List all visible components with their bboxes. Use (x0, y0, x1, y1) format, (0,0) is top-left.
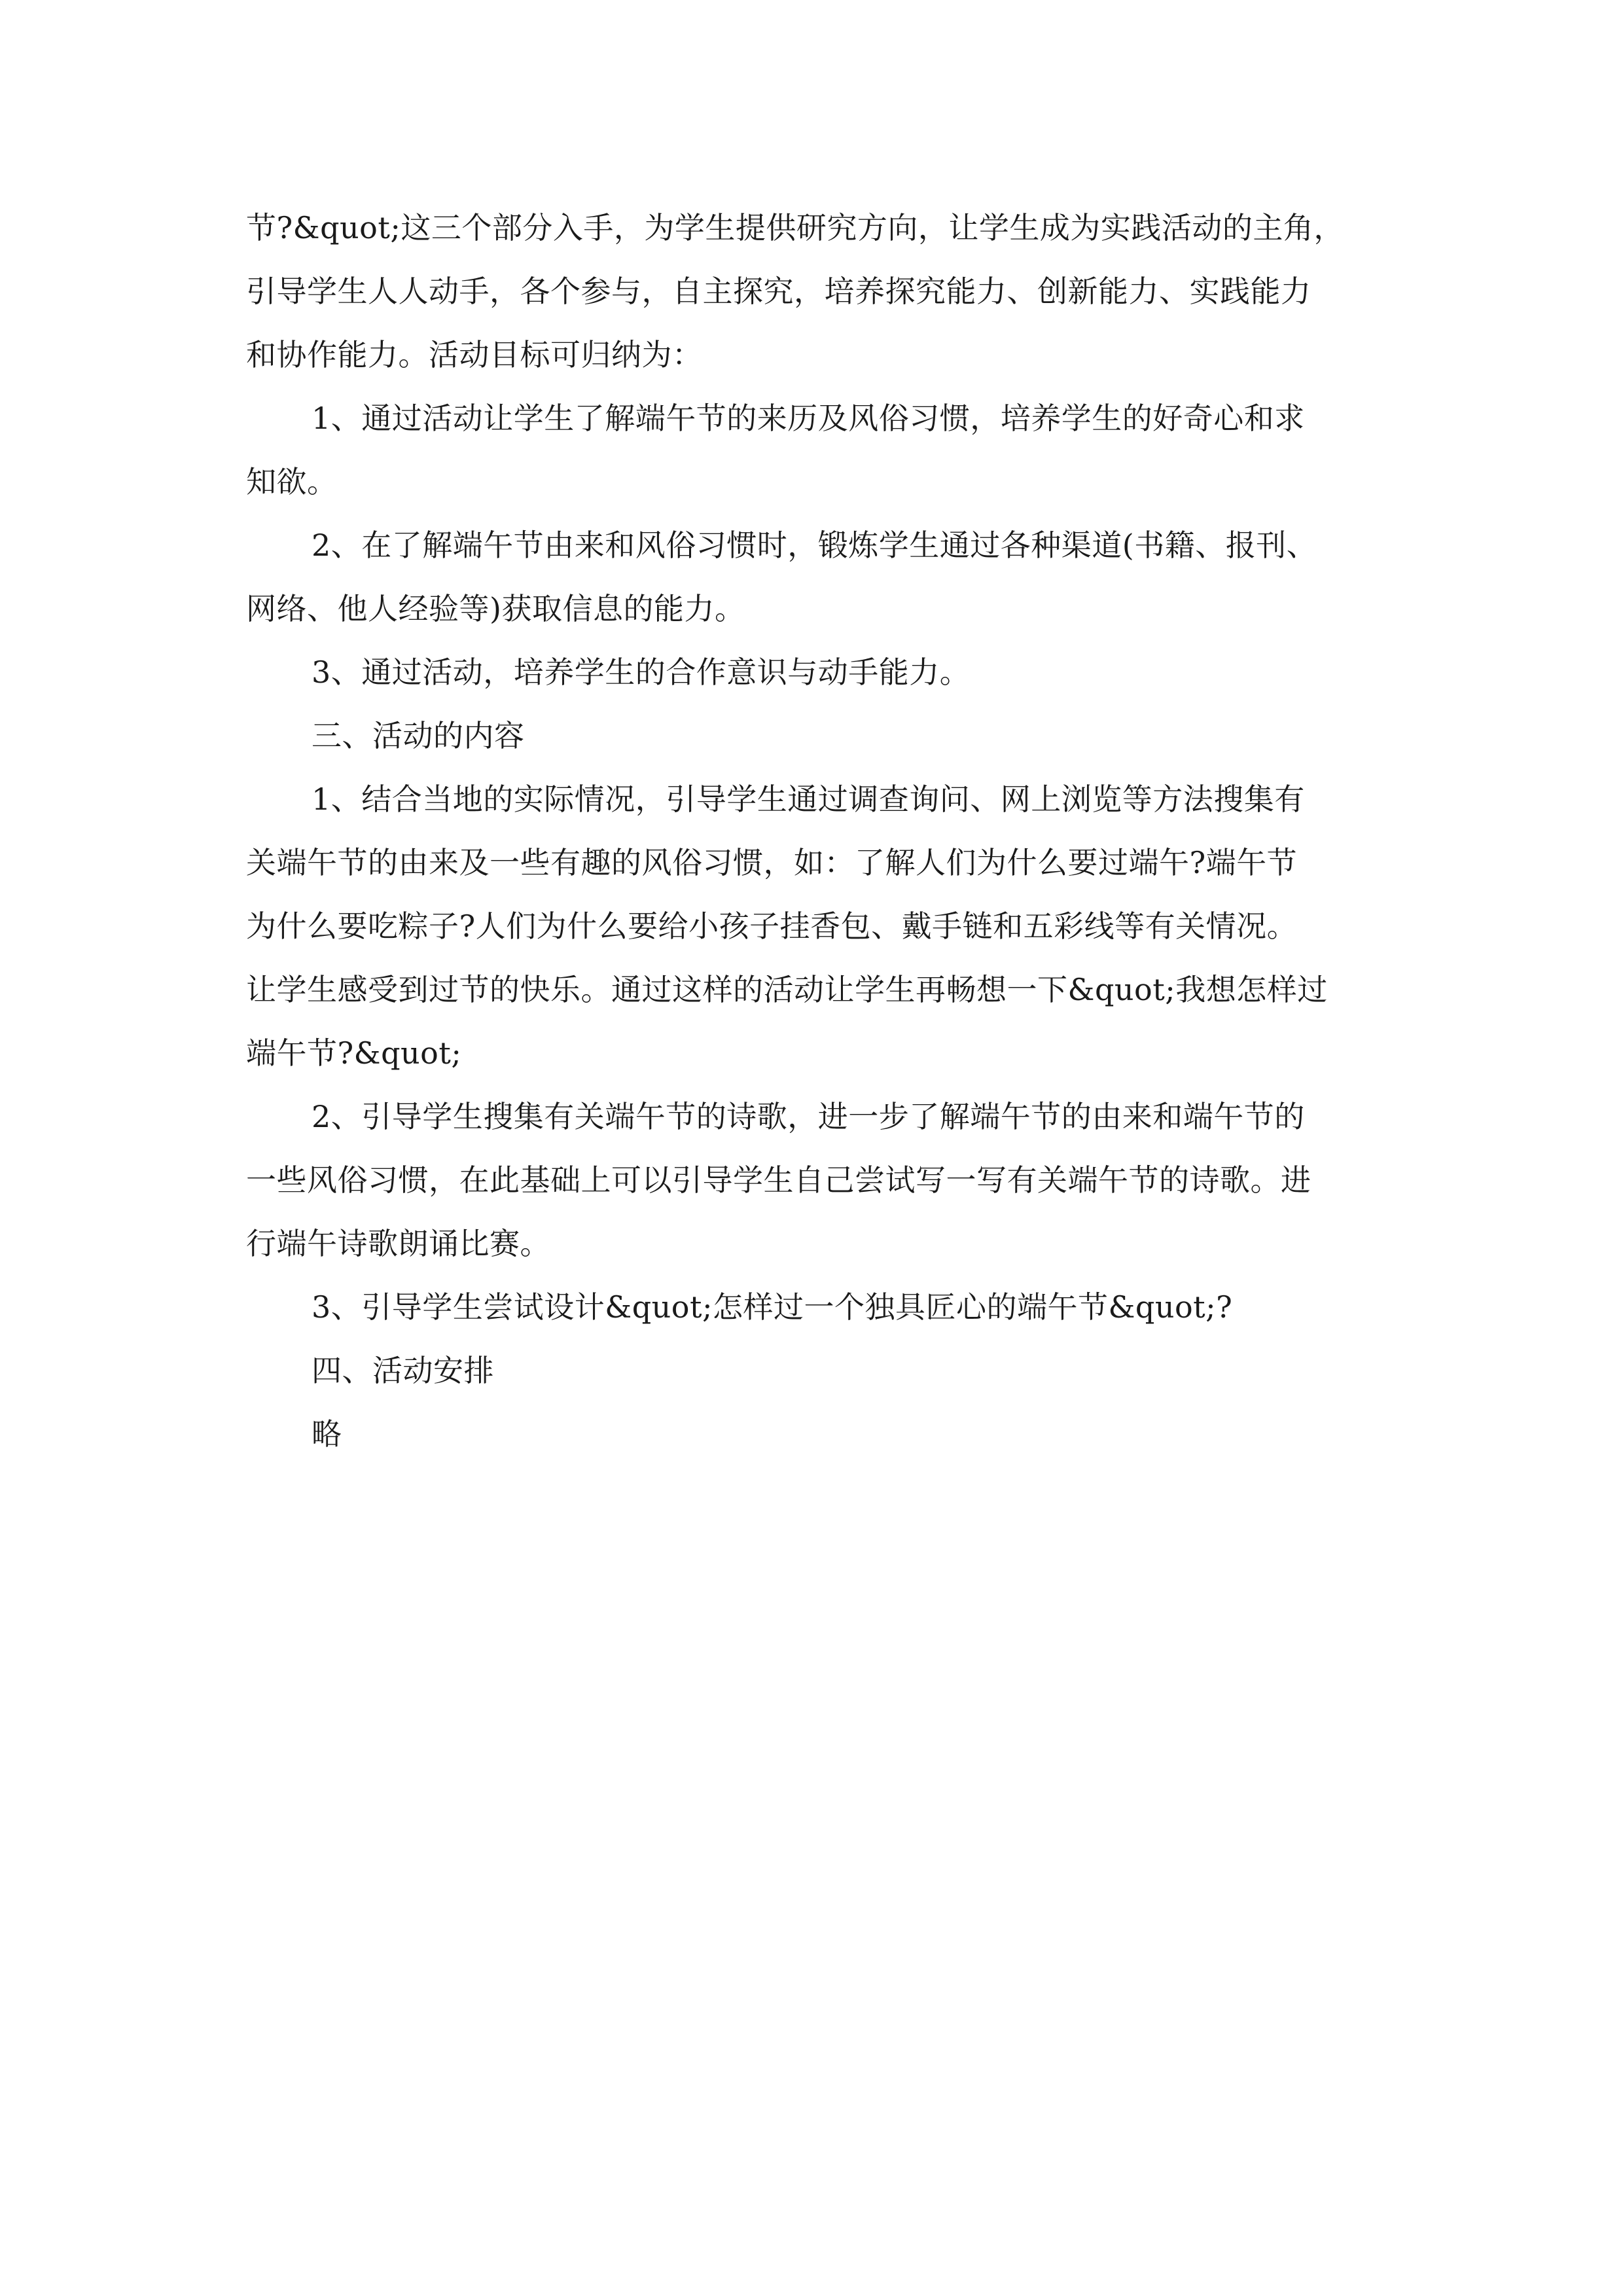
goal-item-3: 3、通过活动，培养学生的合作意识与动手能力。 (312, 655, 971, 690)
paragraph-line: 节?&quot;这三个部分入手，为学生提供研究方向，让学生成为实践活动的主角， (246, 210, 1344, 245)
section-heading-schedule: 四、活动安排 (312, 1353, 494, 1388)
document-body (246, 196, 1385, 1466)
content-item-2: 2、引导学生搜集有关端午节的诗歌，进一步了解端午节的由来和端午节的 (312, 1099, 1305, 1134)
paragraph-line: 知欲。 (246, 464, 338, 499)
paragraph-line: 一些风俗习惯，在此基础上可以引导学生自己尝试写一写有关端午节的诗歌。进 (246, 1162, 1311, 1198)
goal-item-1: 1、通过活动让学生了解端午节的来历及风俗习惯，培养学生的好奇心和求 (312, 401, 1305, 436)
paragraph-line: 网络、他人经验等)获取信息的能力。 (246, 591, 745, 626)
content-item-1: 1、结合当地的实际情况，引导学生通过调查询问、网上浏览等方法搜集有 (312, 781, 1305, 817)
paragraph-line: 关端午节的由来及一些有趣的风俗习惯，如：了解人们为什么要过端午?端午节 (246, 845, 1298, 880)
paragraph-line: 和协作能力。活动目标可归纳为： (246, 337, 703, 372)
content-item-3: 3、引导学生尝试设计&quot;怎样过一个独具匠心的端午节&quot;? (312, 1289, 1233, 1325)
paragraph-line: 端午节?&quot; (246, 1035, 462, 1071)
paragraph-line: 行端午诗歌朗诵比赛。 (246, 1226, 550, 1261)
schedule-text: 略 (312, 1416, 342, 1452)
section-heading-content: 三、活动的内容 (312, 718, 525, 753)
paragraph-line: 让学生感受到过节的快乐。通过这样的活动让学生再畅想一下&quot;我想怎样过 (246, 972, 1328, 1007)
paragraph-line: 为什么要吃粽子?人们为什么要给小孩子挂香包、戴手链和五彩线等有关情况。 (246, 908, 1298, 944)
goal-item-2: 2、在了解端午节由来和风俗习惯时，锻炼学生通过各种渠道(书籍、报刊、 (312, 528, 1317, 563)
paragraph-line: 引导学生人人动手，各个参与，自主探究，培养探究能力、创新能力、实践能力 (246, 274, 1311, 309)
